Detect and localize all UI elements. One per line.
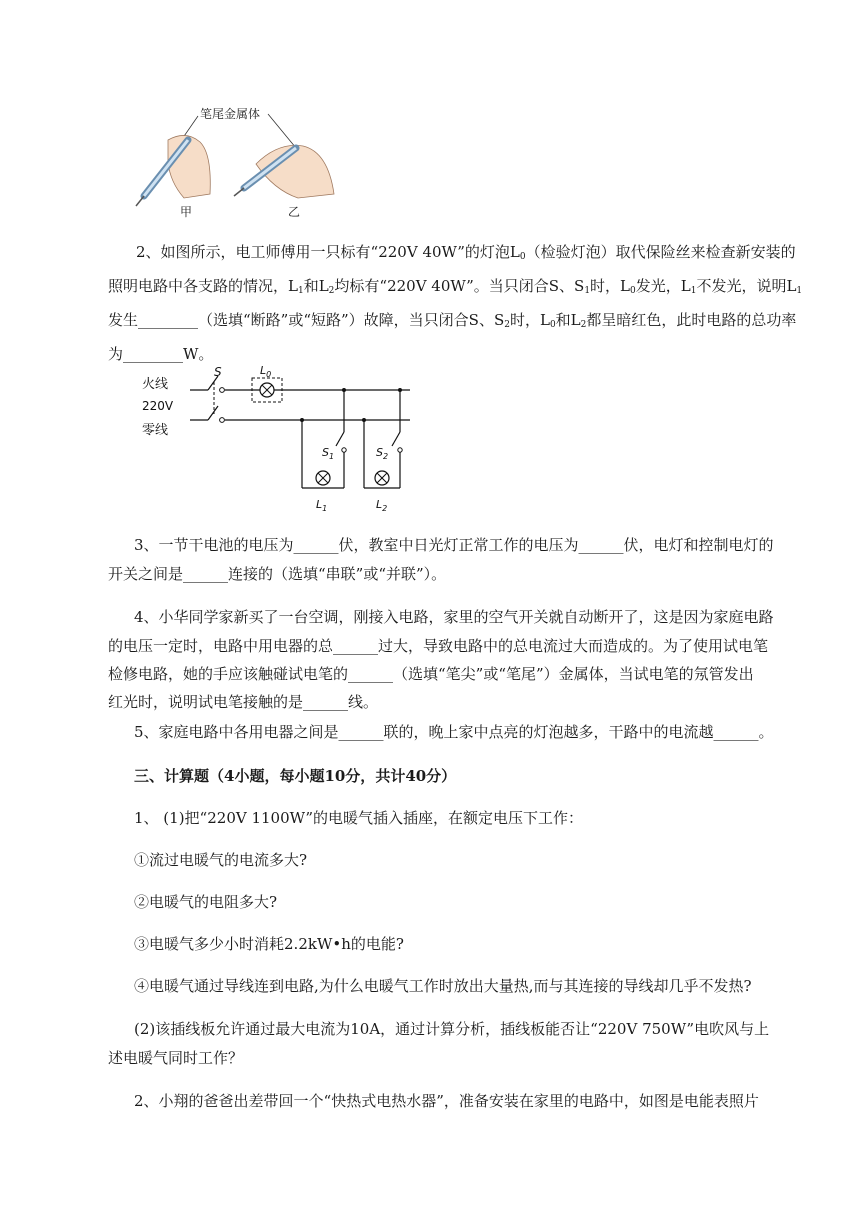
q2-text-2: （检验灯泡）取代保险丝来检查新安装的照明电路中各支路的情况，L — [108, 243, 796, 295]
section-3-heading: 三、计算题（4小题，每小题10分，共计40分） — [134, 767, 457, 785]
q2-text-8: 发生________（选填“断路”或“短路”）故障，当只闭合S、S — [108, 311, 505, 329]
label-switch-2: $S_2$ — [376, 446, 389, 461]
label-lamp-1: $L_1$ — [316, 498, 328, 513]
q3-line-1: 3、一节干电池的电压为______伏，教室中日光灯正常工作的电压为______伏，电灯和控制电灯的 — [134, 536, 774, 554]
q2-text-11: 都呈暗红色，此时电路的总功率为________W。 — [108, 311, 797, 363]
calc1-item-b: ②电暖气的电阻多大? — [134, 893, 278, 911]
label-voltage: 220V — [142, 399, 174, 413]
q2-sub-5: 0 — [630, 286, 636, 296]
calc1-item-d: ④电暖气通过导线连到电路,为什么电暖气工作时放出大量热,而与其连接的导线却几乎不发热? — [134, 977, 752, 995]
label-neutral-wire: 零线 — [142, 423, 169, 438]
pen-label-left: 甲 — [180, 205, 193, 219]
q2-text-9: 时，L — [509, 311, 550, 329]
q4-line-2: 的电压一定时，电路中用电器的总______过大，导致电路中的总电流过大而造成的。为了使用试电笔 — [108, 637, 769, 655]
q2-sub-8: 2 — [504, 320, 510, 330]
q2-text-3: 和L — [303, 277, 329, 295]
q3-line-2: 开关之间是______连接的（选填“串联”或“并联”）。 — [108, 565, 447, 583]
q4-line-4: 红光时，说明试电笔接触的是______线。 — [108, 693, 379, 711]
q4-line-3: 检修电路，她的手应该触碰试电笔的______（选填“笔尖”或“笔尾”）金属体，当试电笔的氖管发出 — [108, 665, 754, 683]
q2-text-6: 发光，L — [635, 277, 691, 295]
calc1-item-c: ③电暖气多少小时消耗2.2kW•h的电能? — [134, 935, 404, 953]
q2-sub-3: 2 — [328, 286, 335, 296]
question-2 — [108, 238, 804, 369]
label-lamp-0: $L_0$ — [260, 364, 272, 379]
label-live-wire: 火线 — [142, 377, 169, 392]
calc2-line: 2、小翔的爸爸出差带回一个“快热式电热水器”，准备安装在家里的电路中，如图是电能表照片 — [134, 1092, 759, 1110]
calc1-part2-line-2: 述电暖气同时工作？ — [108, 1049, 244, 1067]
test-pen-figure — [128, 102, 348, 222]
label-lamp-2: $L_2$ — [376, 498, 388, 513]
pen-label-right: 乙 — [288, 205, 301, 219]
q2-sub-9: 0 — [549, 320, 556, 330]
q2-text-5: 时，L — [590, 277, 631, 295]
q2-text-7: 不发光，说明L — [696, 277, 797, 295]
label-main-switch: S — [214, 365, 222, 379]
q2-sub-2: 1 — [297, 286, 304, 296]
calc1-item-a: ①流过电暖气的电流多大? — [134, 851, 308, 869]
q2-sub-10: 2 — [580, 320, 587, 330]
label-switch-1: $S_1$ — [322, 446, 335, 461]
q2-text-10: 和L — [555, 311, 581, 329]
calc1-intro: 1、 (1)把“220V 1100W”的电暖气插入插座，在额定电压下工作： — [134, 809, 583, 827]
q4-line-1: 4、小华同学家新买了一台空调，刚接入电路，家里的空气开关就自动断开了，这是因为家庭电路 — [134, 608, 774, 626]
q2-sub-1: 0 — [519, 252, 526, 262]
q2-sub-6: 1 — [690, 286, 697, 296]
q2-text-1: 2、如图所示，电工师傅用一只标有“220V 40W”的灯泡L — [136, 243, 520, 261]
circuit-figure — [138, 356, 418, 516]
calc1-part2-line-1: (2)该插线板允许通过最大电流为10A，通过计算分析，插线板能否让“220V 750W”电吹风与上 — [134, 1020, 770, 1038]
q5-line: 5、家庭电路中各用电器之间是______联的，晚上家中点亮的灯泡越多，干路中的电流越______。 — [134, 723, 774, 741]
q2-sub-4: 1 — [584, 286, 591, 296]
q2-text-4: 均标有“220V 40W”。当只闭合S、S — [334, 277, 585, 295]
pen-label-top: 笔尾金属体 — [200, 107, 261, 121]
q2-sub-7: 1 — [796, 286, 803, 296]
